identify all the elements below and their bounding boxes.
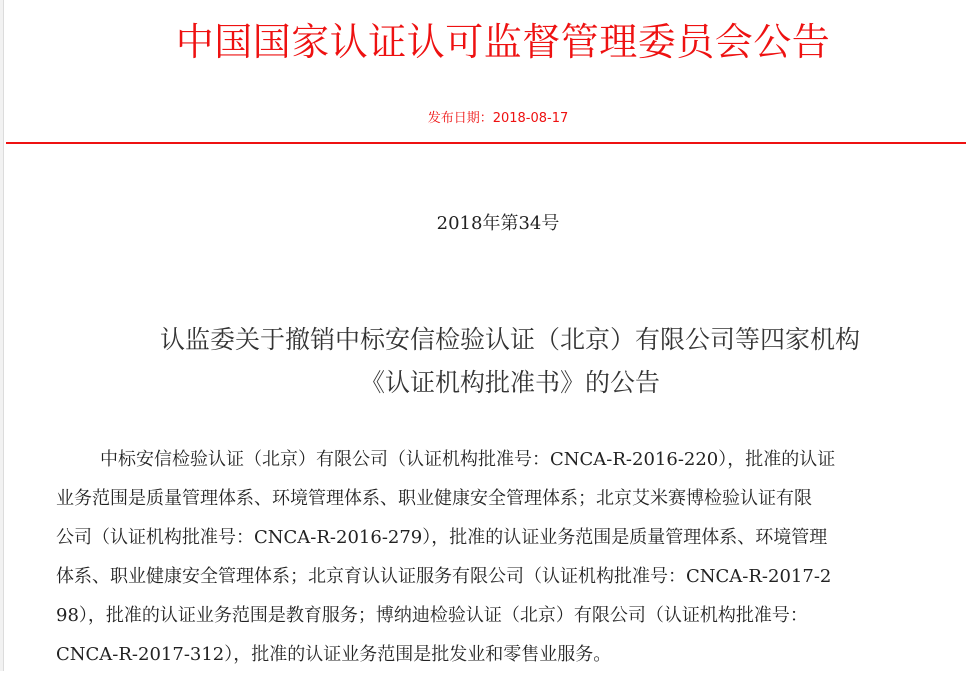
page-left-border	[0, 0, 4, 671]
document-title-line: 《认证机构批准书》的公告	[359, 368, 660, 397]
body-line: CNCA-R-2017-312），批准的认证业务范围是批发业和零售业服务。	[56, 644, 612, 665]
header-divider	[6, 142, 966, 144]
body-line: 公司（认证机构批准号：CNCA-R-2016-279），批准的认证业务范围是质量管理体系、环境管理	[56, 527, 828, 548]
publish-date: 发布日期：2018-08-17	[427, 111, 569, 126]
masthead-title: 中国国家认证认可监督管理委员会公告	[175, 20, 831, 64]
body-line: 中标安信检验认证（北京）有限公司（认证机构批准号：CNCA-R-2016-220），批准的认证	[100, 449, 836, 470]
body-line: 98），批准的认证业务范围是教育服务；博纳迪检验认证（北京）有限公司（认证机构批准号：	[56, 605, 808, 626]
document-body	[56, 440, 956, 674]
document-number: 2018年第34号	[436, 213, 560, 234]
body-line: 业务范围是质量管理体系、环境管理体系、职业健康安全管理体系；北京艾米赛博检验认证有限	[56, 488, 812, 509]
document-title	[60, 318, 960, 404]
body-line: 体系、职业健康安全管理体系；北京育认认证服务有限公司（认证机构批准号：CNCA-R-2017-2	[56, 566, 832, 587]
document-title-line: 认监委关于撤销中标安信检验认证（北京）有限公司等四家机构	[159, 325, 860, 354]
